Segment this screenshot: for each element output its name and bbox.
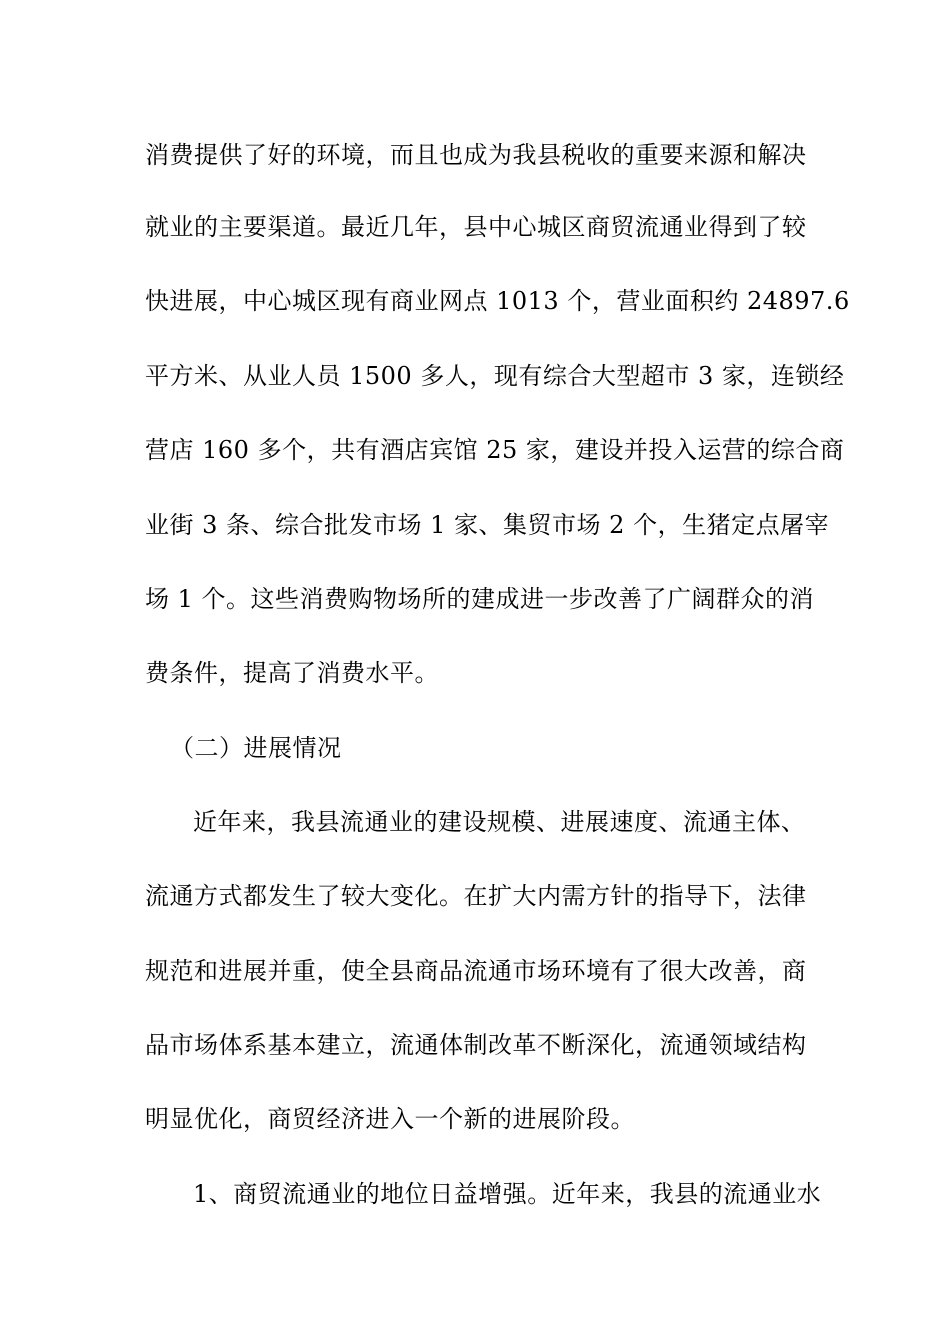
paragraph-line: 场 1 个。这些消费购物场所的建成进一步改善了广阔群众的消	[145, 585, 815, 613]
section-heading: （二）进展情况	[170, 734, 342, 762]
numbered-item-line: 1、商贸流通业的地位日益增强。近年来，我县的流通业水	[193, 1180, 822, 1208]
paragraph-line: 近年来，我县流通业的建设规模、进展速度、流通主体、	[193, 808, 806, 836]
paragraph-line: 费条件，提高了消费水平。	[145, 659, 439, 687]
paragraph-line: 流通方式都发生了较大变化。在扩大内需方针的指导下，法律	[145, 882, 807, 910]
paragraph-line: 业街 3 条、综合批发市场 1 家、集贸市场 2 个，生猪定点屠宰	[145, 511, 830, 539]
paragraph-line: 营店 160 多个，共有酒店宾馆 25 家，建设并投入运营的综合商	[145, 436, 845, 464]
paragraph-line: 消费提供了好的环境，而且也成为我县税收的重要来源和解决	[145, 141, 807, 169]
paragraph-line: 品市场体系基本建立，流通体制改革不断深化，流通领域结构	[145, 1031, 807, 1059]
paragraph-line: 规范和进展并重，使全县商品流通市场环境有了很大改善，商	[145, 957, 807, 985]
paragraph-line: 快进展，中心城区现有商业网点 1013 个，营业面积约 24897.6	[145, 287, 850, 315]
paragraph-line: 明显优化，商贸经济进入一个新的进展阶段。	[145, 1105, 635, 1133]
paragraph-line: 就业的主要渠道。最近几年，县中心城区商贸流通业得到了较	[145, 213, 807, 241]
paragraph-line: 平方米、从业人员 1500 多人，现有综合大型超市 3 家，连锁经	[145, 362, 845, 390]
